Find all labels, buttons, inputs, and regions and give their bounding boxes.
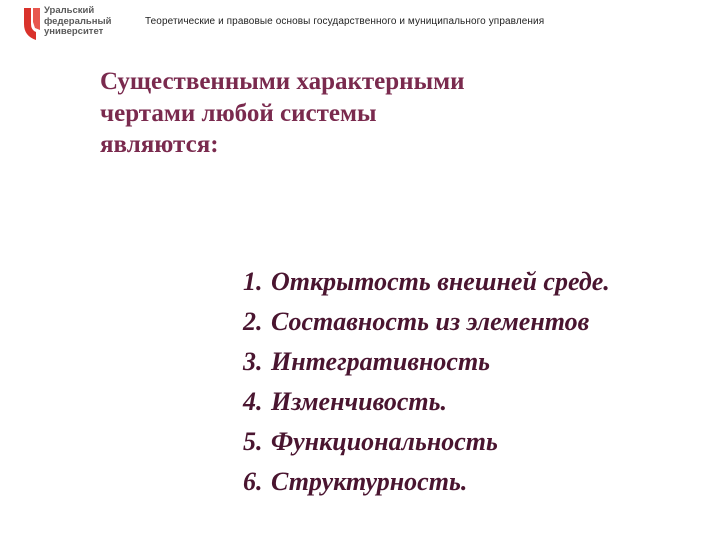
list-item — [243, 382, 703, 422]
list-item-text: Интегративность — [271, 347, 491, 376]
list-item-number: 2. — [243, 307, 263, 336]
list-item — [243, 462, 703, 502]
list-item — [243, 302, 703, 342]
urfu-emblem-icon — [22, 6, 42, 42]
list-item-number: 6. — [243, 467, 263, 496]
list-item-number: 5. — [243, 427, 263, 456]
list-item — [243, 262, 703, 302]
header-divider — [22, 42, 698, 43]
slide-title-line: являются: — [100, 131, 219, 158]
slide-title-line: Существенными характерными — [100, 68, 465, 95]
list-item-number: 4. — [243, 387, 263, 416]
slide-title-line: чертами любой системы — [100, 99, 377, 127]
list-item-number: 3. — [243, 347, 263, 376]
logo-line: Уральский — [44, 5, 95, 16]
list-item-text: Составность из элементов — [271, 307, 590, 336]
features-list — [243, 262, 703, 502]
logo-line: университет — [44, 26, 104, 37]
list-item-text: Структурность. — [271, 467, 468, 496]
list-item-number: 1. — [243, 267, 263, 296]
slide-title — [100, 66, 560, 161]
logo-line: федеральный — [44, 15, 112, 27]
list-item — [243, 342, 703, 382]
university-logo — [22, 6, 142, 42]
list-item-text: Открытость внешней среде. — [271, 267, 610, 296]
list-item-text: Функциональность — [271, 427, 498, 456]
course-header-title: Теоретические и правовые основы государственного и муниципального управления — [145, 16, 545, 27]
list-item — [243, 422, 703, 462]
list-item-text: Изменчивость. — [271, 387, 448, 416]
logo-wordmark — [44, 6, 111, 38]
